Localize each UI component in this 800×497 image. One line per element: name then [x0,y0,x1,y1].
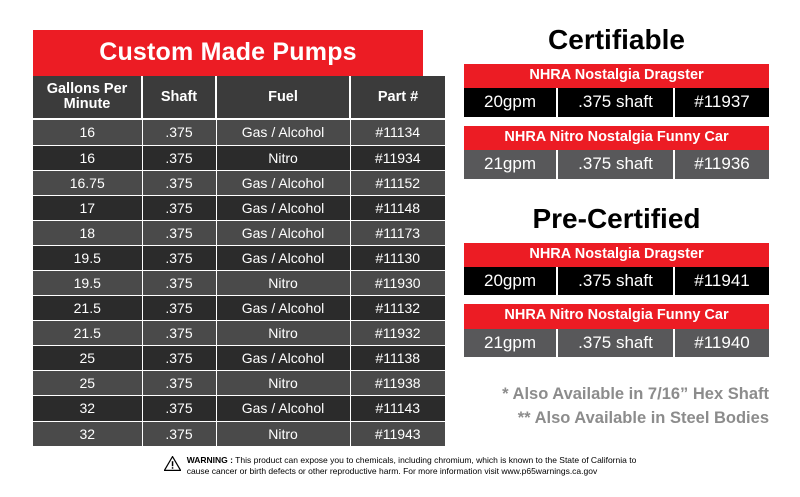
cell-gpm: 21gpm [464,329,558,358]
table-header-row [33,76,445,119]
cell-fuel: Nitro [216,145,350,170]
availability-notes [464,383,769,431]
cell-gpm: 19.5 [33,245,142,270]
cell-shaft: .375 [142,245,216,270]
cell-shaft: .375 [142,396,216,421]
table-row [33,195,445,220]
table-row [33,220,445,245]
warning-triangle-icon [164,456,181,476]
cell-gpm: 21gpm [464,150,558,179]
cell-gpm: 25 [33,346,142,371]
certifiable-funnycar-table [464,126,769,179]
cell-part: #11943 [350,421,445,446]
cell-gpm: 32 [33,421,142,446]
cell-fuel: Gas / Alcohol [216,170,350,195]
cell-shaft: .375 [142,321,216,346]
cell-gpm: 20gpm [464,267,558,296]
cell-fuel: Nitro [216,271,350,296]
cell-part: #11148 [350,195,445,220]
cell-fuel: Gas / Alcohol [216,346,350,371]
table-row [33,170,445,195]
cell-shaft: .375 shaft [558,267,675,296]
cell-gpm: 16.75 [33,170,142,195]
note-hex-shaft: * Also Available in 7/16” Hex Shaft [502,385,769,404]
table-row [33,119,445,145]
cell-shaft: .375 [142,346,216,371]
cell-part: #11138 [350,346,445,371]
cell-fuel: Gas / Alcohol [216,220,350,245]
cell-part: #11130 [350,245,445,270]
cell-shaft: .375 [142,220,216,245]
cell-part: #11930 [350,271,445,296]
cell-shaft: .375 [142,271,216,296]
column-header-shaft: Shaft [142,76,216,119]
certifiable-heading: Certifiable [548,24,685,55]
custom-pumps-table [33,76,445,447]
table-row [33,245,445,270]
cell-fuel: Nitro [216,321,350,346]
cell-gpm: 17 [33,195,142,220]
table-row [464,267,769,296]
cell-part: #11937 [675,88,769,117]
cell-part: #11132 [350,296,445,321]
precertified-funnycar-table [464,304,769,357]
cell-fuel: Gas / Alcohol [216,296,350,321]
cell-part: #11143 [350,396,445,421]
cell-shaft: .375 [142,296,216,321]
table-row [33,371,445,396]
cell-shaft: .375 shaft [558,329,675,358]
cell-fuel: Gas / Alcohol [216,245,350,270]
table-row [464,329,769,358]
table-row [33,321,445,346]
table-row [33,145,445,170]
cell-gpm: 18 [33,220,142,245]
cell-gpm: 16 [33,119,142,145]
cell-shaft: .375 [142,421,216,446]
cell-shaft: .375 [142,371,216,396]
table-row [33,396,445,421]
certifiable-funnycar-header: NHRA Nitro Nostalgia Funny Car [464,126,769,150]
cell-part: #11936 [675,150,769,179]
warning-line1: This product can expose you to chemicals, including chromium, which is known to the State of California to [232,455,637,465]
custom-made-pumps-block [33,30,423,447]
warning-label: WARNING : [186,455,233,465]
certifiable-dragster-header: NHRA Nostalgia Dragster [464,64,769,88]
cell-gpm: 21.5 [33,321,142,346]
precertified-dragster-table [464,243,769,296]
table-row [33,271,445,296]
table-row [33,346,445,371]
cell-fuel: Gas / Alcohol [216,195,350,220]
cell-shaft: .375 [142,145,216,170]
column-header-fuel: Fuel [216,76,350,119]
table-row [464,150,769,179]
precertified-heading: Pre-Certified [532,202,701,234]
cell-part: #11940 [675,329,769,358]
cell-fuel: Nitro [216,421,350,446]
table-row [464,88,769,117]
cell-part: #11173 [350,220,445,245]
table-row [33,421,445,446]
column-header-gpm: Gallons Per Minute [33,76,142,119]
cell-shaft: .375 shaft [558,150,675,179]
certified-pumps-block [464,26,769,431]
cell-gpm: 25 [33,371,142,396]
cell-fuel: Gas / Alcohol [216,396,350,421]
cell-gpm: 32 [33,396,142,421]
note-steel-bodies: ** Also Available in Steel Bodies [517,408,769,427]
cell-fuel: Gas / Alcohol [216,119,350,145]
cell-gpm: 19.5 [33,271,142,296]
precertified-dragster-header: NHRA Nostalgia Dragster [464,243,769,267]
precertified-funnycar-header: NHRA Nitro Nostalgia Funny Car [464,304,769,328]
cell-part: #11134 [350,119,445,145]
column-header-part: Part # [350,76,445,119]
cell-gpm: 16 [33,145,142,170]
warning-line2: cause cancer or birth defects or other reproductive harm. For more information visit www.p65warnings.ca.gov [186,466,598,477]
cell-part: #11938 [350,371,445,396]
cell-fuel: Nitro [216,371,350,396]
warning-text [187,455,637,478]
certifiable-dragster-table [464,64,769,117]
cell-gpm: 20gpm [464,88,558,117]
cell-part: #11152 [350,170,445,195]
cell-shaft: .375 [142,170,216,195]
cell-shaft: .375 shaft [558,88,675,117]
cell-part: #11934 [350,145,445,170]
cell-gpm: 21.5 [33,296,142,321]
cell-shaft: .375 [142,119,216,145]
custom-pumps-title: Custom Made Pumps [33,30,423,76]
prop65-warning [0,455,800,478]
table-row [33,296,445,321]
cell-part: #11932 [350,321,445,346]
cell-part: #11941 [675,267,769,296]
cell-shaft: .375 [142,195,216,220]
